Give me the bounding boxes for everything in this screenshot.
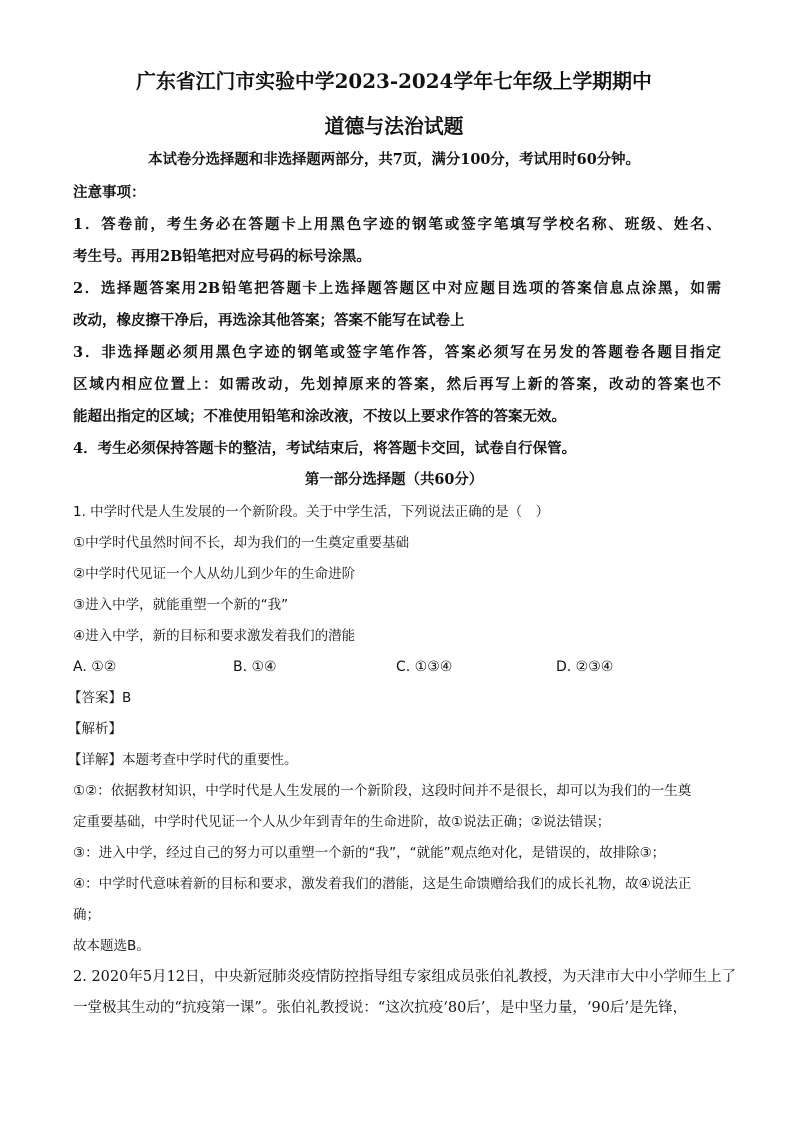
notice-line: 2．选择题答案用2B铅笔把答题卡上选择题答题区中对应题目选项的答案信息点涂黑，如需 (73, 280, 721, 297)
notice-line: 考生号。再用2B铅笔把对应号码的标号涂黑。 (73, 248, 371, 265)
question-1-statement: ①中学时代虽然时间不长，却为我们的一生奠定重要基础 (73, 535, 410, 551)
question-1-statement: ③进入中学，就能重塑一个新的“我” (73, 597, 289, 613)
option-a: A. ①② (73, 659, 117, 675)
exam-title-line1: 广东省江门市实验中学2023-2024学年七年级上学期期中 (136, 69, 652, 93)
exam-title-line2: 道德与法治试题 (324, 114, 464, 138)
notice-line: 3．非选择题必须用黑色字迹的钢笔或签字笔作答，答案必须写在另发的答题卷各题目指定 (73, 344, 721, 361)
notice-line: 区域内相应位置上：如需改动，先划掉原来的答案，然后再写上新的答案，改动的答案也不 (73, 376, 721, 393)
explanation-line: 确； (73, 907, 100, 923)
question-2-line: 一堂极其生动的“抗疫第一课”。张伯礼教授说：“这次抗疫‘80后’，是中坚力量，‘90后’是先锋， (73, 1000, 688, 1016)
section-title: 第一部分选择题（共60分） (304, 471, 484, 488)
question-1-stem: 1. 中学时代是人生发展的一个新阶段。关于中学生活，下列说法正确的是（ ） (73, 504, 550, 520)
answer-label: 【答案】B (68, 690, 132, 706)
explanation-line: ①②：依据教材知识，中学时代是人生发展的一个新阶段，这段时间并不是很长，却可以为我们的一生奠 (73, 783, 692, 799)
detail-line: 【详解】本题考查中学时代的重要性。 (68, 752, 298, 768)
explanation-line: ④：中学时代意味着新的目标和要求，激发着我们的潜能，这是生命馈赠给我们的成长礼物，故④说法正 (73, 876, 692, 892)
notice-line: 1．答卷前，考生务必在答题卡上用黑色字迹的钢笔或签字笔填写学校名称、班级、姓名、 (73, 216, 721, 233)
notice-line: 能超出指定的区域；不准使用铅笔和涂改液，不按以上要求作答的答案无效。 (73, 408, 566, 425)
option-d: D. ②③④ (556, 659, 614, 675)
notice-line: 改动，橡皮擦干净后，再选涂其他答案；答案不能写在试卷上 (73, 312, 465, 329)
option-c: C. ①③④ (396, 659, 453, 675)
analysis-heading: 【解析】 (68, 721, 122, 737)
conclusion-line: 故本题选B。 (73, 938, 150, 954)
notice-heading: 注意事项： (73, 184, 146, 201)
notice-line: 4．考生必须保持答题卡的整洁，考试结束后，将答题卡交回，试卷自行保管。 (73, 440, 577, 457)
question-1-statement: ②中学时代见证一个人从幼儿到少年的生命进阶 (73, 566, 356, 582)
explanation-line: 定重要基础，中学时代见证一个人从少年到青年的生命进阶，故①说法正确；②说法错误； (73, 814, 611, 830)
option-b: B. ①④ (233, 659, 277, 675)
question-1-statement: ④进入中学，新的目标和要求激发着我们的潜能 (73, 628, 356, 644)
question-2-line: 2. 2020年5月12日，中央新冠肺炎疫情防控指导组专家组成员张伯礼教授，为天津市大中小学师生上了 (73, 969, 737, 985)
explanation-line: ③：进入中学，经过自己的努力可以重塑一个新的“我”，“就能”观点绝对化，是错误的，故排除③； (73, 845, 666, 861)
exam-intro: 本试卷分选择题和非选择题两部分，共7页，满分100分，考试用时60分钟。 (148, 151, 640, 168)
